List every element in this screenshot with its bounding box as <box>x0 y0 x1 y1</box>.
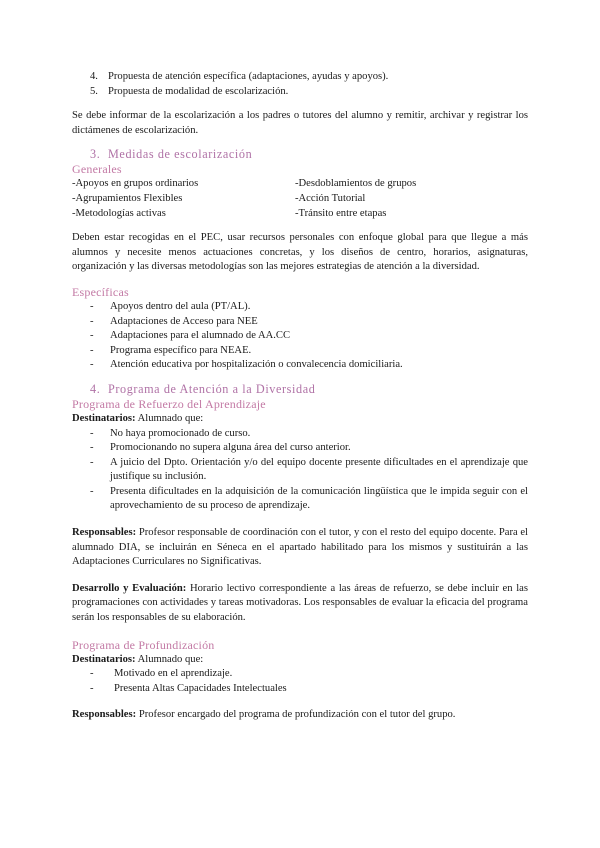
profundizacion-list <box>72 667 528 696</box>
list-item: - Motivado en el aprendizaje. <box>90 667 528 682</box>
section-title: Medidas de escolarización <box>108 147 253 162</box>
generales-left: -Apoyos en grupos ordinarios <box>72 178 199 190</box>
profundizacion-heading: Programa de Profundización <box>72 637 215 652</box>
list-item-text: Apoyos dentro del aula (PT/AL). <box>110 300 251 312</box>
list-item-text: Programa específico para NEAE. <box>110 344 252 356</box>
list-item: - Atención educativa por hospitalización o convalecencia domiciliaria. <box>90 358 528 373</box>
paragraph-inform: Se debe informar de la escolarización a los padres o tutores del alumno y remitir, archivar y registrar los dictámenes de escolarización. <box>72 110 528 136</box>
section-3-heading <box>90 146 528 162</box>
list-item-text: A juicio del Dpto. Orientación y/o del equipo docente presente dificultades en el aprendizaje que justifique su inclusión. <box>110 456 528 483</box>
list-item-text: Presenta Altas Capacidades Intelectuales <box>114 682 287 694</box>
list-item: - No haya promocionado de curso. <box>90 427 528 442</box>
section-4-heading <box>90 381 528 397</box>
value: Alumnado que: <box>135 412 204 424</box>
refuerzo-heading: Programa de Refuerzo del Aprendizaje <box>72 396 266 411</box>
list-item-text: Atención educativa por hospitalización o convalecencia domiciliaria. <box>110 359 403 371</box>
list-item-text: Propuesta de modalidad de escolarización. <box>108 85 289 97</box>
list-number: 4. <box>90 71 98 82</box>
generales-columns <box>72 177 528 221</box>
numbered-list-top <box>72 70 528 99</box>
refuerzo-destinatarios <box>72 412 528 427</box>
label: Responsables: <box>72 527 137 539</box>
generales-row <box>72 192 528 207</box>
generales-right: -Acción Tutorial <box>295 192 366 204</box>
section-number: 3. <box>90 147 101 162</box>
list-item: - A juicio del Dpto. Orientación y/o del equipo docente presente dificultades en el aprendizaje que justifique su inclusión. <box>90 456 528 485</box>
section-title: Programa de Atención a la Diversidad <box>108 381 316 396</box>
value: Profesor encargado del programa de profundización con el tutor del grupo. <box>136 709 456 721</box>
list-item <box>90 85 528 100</box>
refuerzo-responsables <box>72 526 528 570</box>
paragraph-pec: Deben estar recogidas en el PEC, usar recursos personales con enfoque global para que llegue a más alumnos y necesite menos actuaciones concretas, y los diseños de centro, horarios, asignaturas, organización y las diversas metodologías son las mejores estrategias de atención a la diversidad. <box>72 232 528 273</box>
list-item: - Apoyos dentro del aula (PT/AL). <box>90 300 528 315</box>
list-item-text: Adaptaciones de Acceso para NEE <box>110 315 258 327</box>
list-item: - Promocionando no supera alguna área del curso anterior. <box>90 441 528 456</box>
generales-right: -Desdoblamientos de grupos <box>295 178 417 190</box>
label: Destinatarios: <box>72 653 136 665</box>
list-item-text: No haya promocionado de curso. <box>110 427 251 439</box>
list-item-text: Motivado en el aprendizaje. <box>114 668 233 680</box>
section-number: 4. <box>90 381 101 396</box>
list-item: - Presenta dificultades en la adquisición de la comunicación lingüística que le impida seguir con el aprovechamiento de su proceso de aprendizaje. <box>90 485 528 514</box>
label: Destinatarios: <box>72 412 136 424</box>
list-item-text: Adaptaciones para el alumnado de AA.CC <box>110 330 291 342</box>
refuerzo-evaluacion <box>72 582 528 626</box>
value: Horario lectivo correspondiente a las áreas de refuerzo, se debe incluir en las programaciones con actividades y tareas motivadoras. Los responsables de evaluar la eficacia del programa serán los responsables de su elaboración. <box>72 582 528 624</box>
profundizacion-responsables <box>72 708 528 723</box>
document-page <box>72 70 528 723</box>
list-item-text: Presenta dificultades en la adquisición de la comunicación lingüística que le impida seguir con el aprovechamiento de su proceso de aprendizaje. <box>110 485 528 512</box>
especificas-list <box>72 300 528 373</box>
profundizacion-destinatarios <box>72 653 528 668</box>
list-item <box>90 70 528 85</box>
label: Responsables: <box>72 709 137 721</box>
list-item-text: Promocionando no supera alguna área del curso anterior. <box>110 442 351 454</box>
generales-row <box>72 207 528 222</box>
generales-left: -Metodologías activas <box>72 207 166 219</box>
list-item: - Adaptaciones de Acceso para NEE <box>90 315 528 330</box>
list-item: - Presenta Altas Capacidades Intelectuales <box>90 682 528 697</box>
generales-heading: Generales <box>72 162 122 177</box>
value: Profesor responsable de coordinación con el tutor, y con el resto del equipo docente. Para el alumnado DIA, se incluirán en Séneca en el apartado habilitado para los mismos y sustituirán a las Adaptaciones Curriculares no Significativas. <box>72 527 528 568</box>
list-item: - Adaptaciones para el alumnado de AA.CC <box>90 329 528 344</box>
generales-left: -Agrupamientos Flexibles <box>72 192 183 204</box>
generales-row <box>72 177 528 192</box>
value: Alumnado que: <box>135 653 204 665</box>
especificas-heading: Específicas <box>72 284 129 299</box>
generales-right: -Tránsito entre etapas <box>295 207 387 219</box>
label: Desarrollo y Evaluación: <box>72 582 187 594</box>
list-item-text: Propuesta de atención específica (adaptaciones, ayudas y apoyos). <box>108 71 389 82</box>
list-item: - Programa específico para NEAE. <box>90 344 528 359</box>
refuerzo-list <box>72 427 528 515</box>
list-number: 5. <box>90 85 98 97</box>
